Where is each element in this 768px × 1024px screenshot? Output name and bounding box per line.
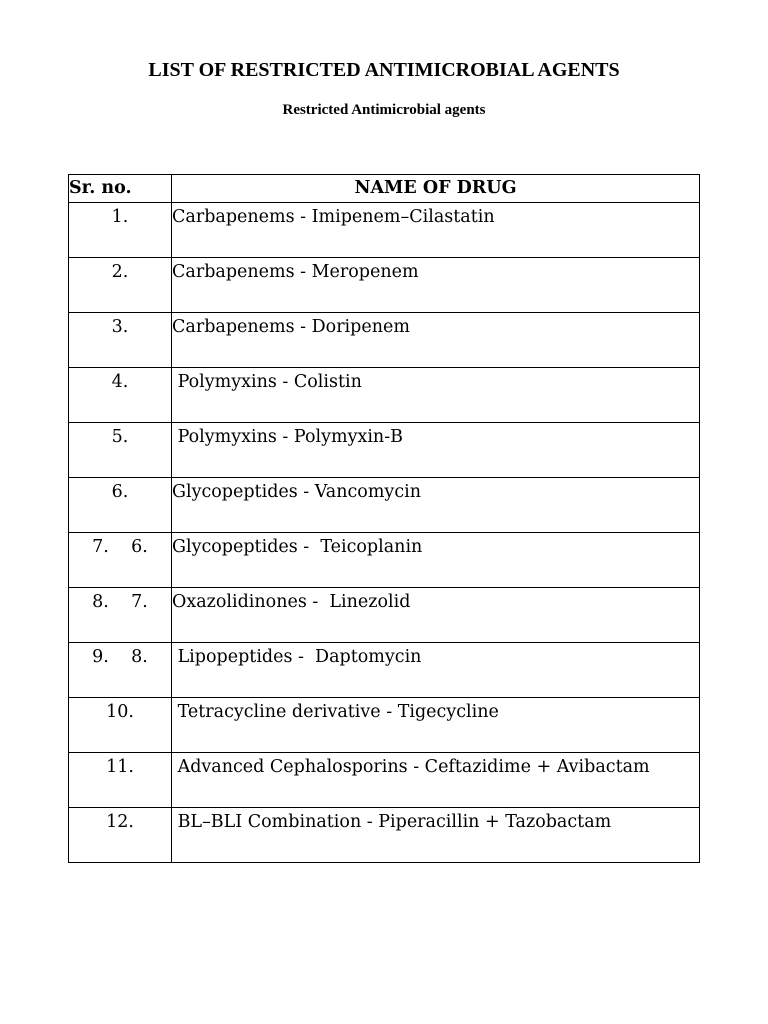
row-drug-name: Oxazolidinones - Linezolid bbox=[172, 588, 700, 643]
row-drug-name: BL–BLI Combination - Piperacillin + Tazobactam bbox=[172, 808, 700, 863]
row-drug-name: Carbapenems - Imipenem–Cilastatin bbox=[172, 203, 700, 258]
table-row bbox=[69, 203, 700, 258]
row-drug-name: Polymyxins - Polymyxin-B bbox=[172, 423, 700, 478]
table-row bbox=[69, 588, 700, 643]
row-drug-name: Lipopeptides - Daptomycin bbox=[172, 643, 700, 698]
table-row bbox=[69, 478, 700, 533]
restricted-drugs-table bbox=[68, 174, 700, 863]
row-sr-no: 3. bbox=[69, 313, 172, 368]
document-title: LIST OF RESTRICTED ANTIMICROBIAL AGENTS bbox=[148, 59, 620, 81]
row-sr-no: 7. 6. bbox=[69, 533, 172, 588]
row-sr-no: 12. bbox=[69, 808, 172, 863]
row-drug-name: Polymyxins - Colistin bbox=[172, 368, 700, 423]
row-sr-no: 6. bbox=[69, 478, 172, 533]
table-row bbox=[69, 753, 700, 808]
row-drug-name: Advanced Cephalosporins - Ceftazidime + Avibactam bbox=[172, 753, 700, 808]
document-subtitle: Restricted Antimicrobial agents bbox=[282, 102, 486, 118]
table-body bbox=[69, 203, 700, 863]
row-sr-no: 8. 7. bbox=[69, 588, 172, 643]
header-row bbox=[69, 175, 700, 203]
header-drug-name: NAME OF DRUG bbox=[172, 175, 700, 203]
row-sr-no: 2. bbox=[69, 258, 172, 313]
header-sr-no: Sr. no. bbox=[69, 175, 172, 203]
table-row bbox=[69, 698, 700, 753]
row-sr-no: 9. 8. bbox=[69, 643, 172, 698]
row-sr-no: 11. bbox=[69, 753, 172, 808]
table-row bbox=[69, 643, 700, 698]
table-row bbox=[69, 313, 700, 368]
row-drug-name: Glycopeptides - Teicoplanin bbox=[172, 533, 700, 588]
table-row bbox=[69, 368, 700, 423]
row-sr-no: 1. bbox=[69, 203, 172, 258]
row-drug-name: Carbapenems - Doripenem bbox=[172, 313, 700, 368]
row-sr-no: 10. bbox=[69, 698, 172, 753]
table-row bbox=[69, 258, 700, 313]
row-drug-name: Tetracycline derivative - Tigecycline bbox=[172, 698, 700, 753]
row-drug-name: Carbapenems - Meropenem bbox=[172, 258, 700, 313]
table-row bbox=[69, 423, 700, 478]
row-drug-name: Glycopeptides - Vancomycin bbox=[172, 478, 700, 533]
table-row bbox=[69, 808, 700, 863]
row-sr-no: 5. bbox=[69, 423, 172, 478]
table-row bbox=[69, 533, 700, 588]
row-sr-no: 4. bbox=[69, 368, 172, 423]
table-header bbox=[69, 175, 700, 203]
